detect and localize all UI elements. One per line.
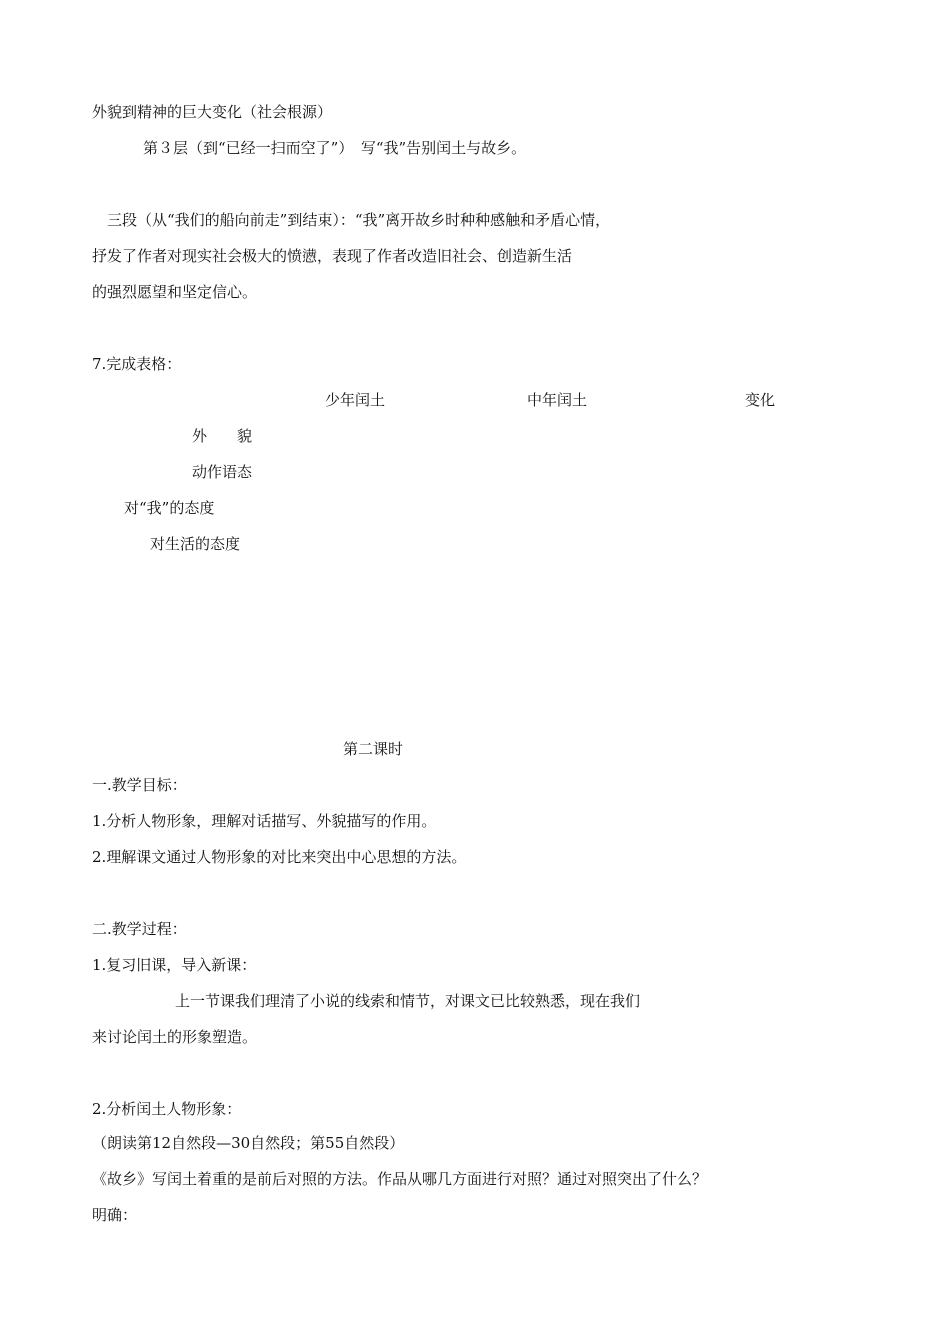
table-row-attitude-me: 对“我”的态度 <box>124 499 215 517</box>
text-line-01: 外貌到精神的巨大变化（社会根源） <box>92 103 333 121</box>
table-header-middle-runtu: 中年闰土 <box>527 391 588 409</box>
text-line-21: 明确： <box>92 1206 138 1224</box>
table-row-action: 动作语态 <box>192 463 253 481</box>
text-line-18: 2.分析闰土人物形象： <box>92 1100 242 1118</box>
text-line-15: 1.复习旧课，导入新课： <box>92 956 257 974</box>
text-line-04: 抒发了作者对现实社会极大的愤懑，表现了作者改造旧社会、创造新生活 <box>92 247 573 265</box>
text-line-05: 的强烈愿望和坚定信心。 <box>92 283 258 301</box>
text-line-19: （朗读第12自然段—30自然段；第55自然段） <box>92 1134 405 1152</box>
table-header-change: 变化 <box>745 391 776 409</box>
text-line-03: 三段（从“我们的船向前走”到结束）：“我”离开故乡时种种感触和矛盾心情， <box>107 211 611 229</box>
text-line-12: 1.分析人物形象，理解对话描写、外貌描写的作用。 <box>92 812 437 830</box>
text-line-16: 上一节课我们理清了小说的线索和情节，对课文已比较熟悉，现在我们 <box>175 992 641 1010</box>
text-line-06: 7.完成表格： <box>92 355 182 373</box>
text-line-14: 二.教学过程： <box>92 920 187 938</box>
text-line-20: 《故乡》写闰土着重的是前后对照的方法。作品从哪几方面进行对照？通过对照突出了什么？ <box>92 1170 708 1188</box>
table-header-young-runtu: 少年闰土 <box>325 391 386 409</box>
text-line-13: 2.理解课文通过人物形象的对比来突出中心思想的方法。 <box>92 848 467 866</box>
text-line-11: 一.教学目标： <box>92 776 187 794</box>
table-row-attitude-life: 对生活的态度 <box>150 535 241 553</box>
text-line-02: 第３层（到“已经一扫而空了”） 写“我”告别闰土与故乡。 <box>143 139 527 157</box>
text-line-17: 来讨论闰土的形象塑造。 <box>92 1028 258 1046</box>
section-title: 第二课时 <box>343 740 404 758</box>
table-row-appearance: 外 貌 <box>192 427 253 445</box>
